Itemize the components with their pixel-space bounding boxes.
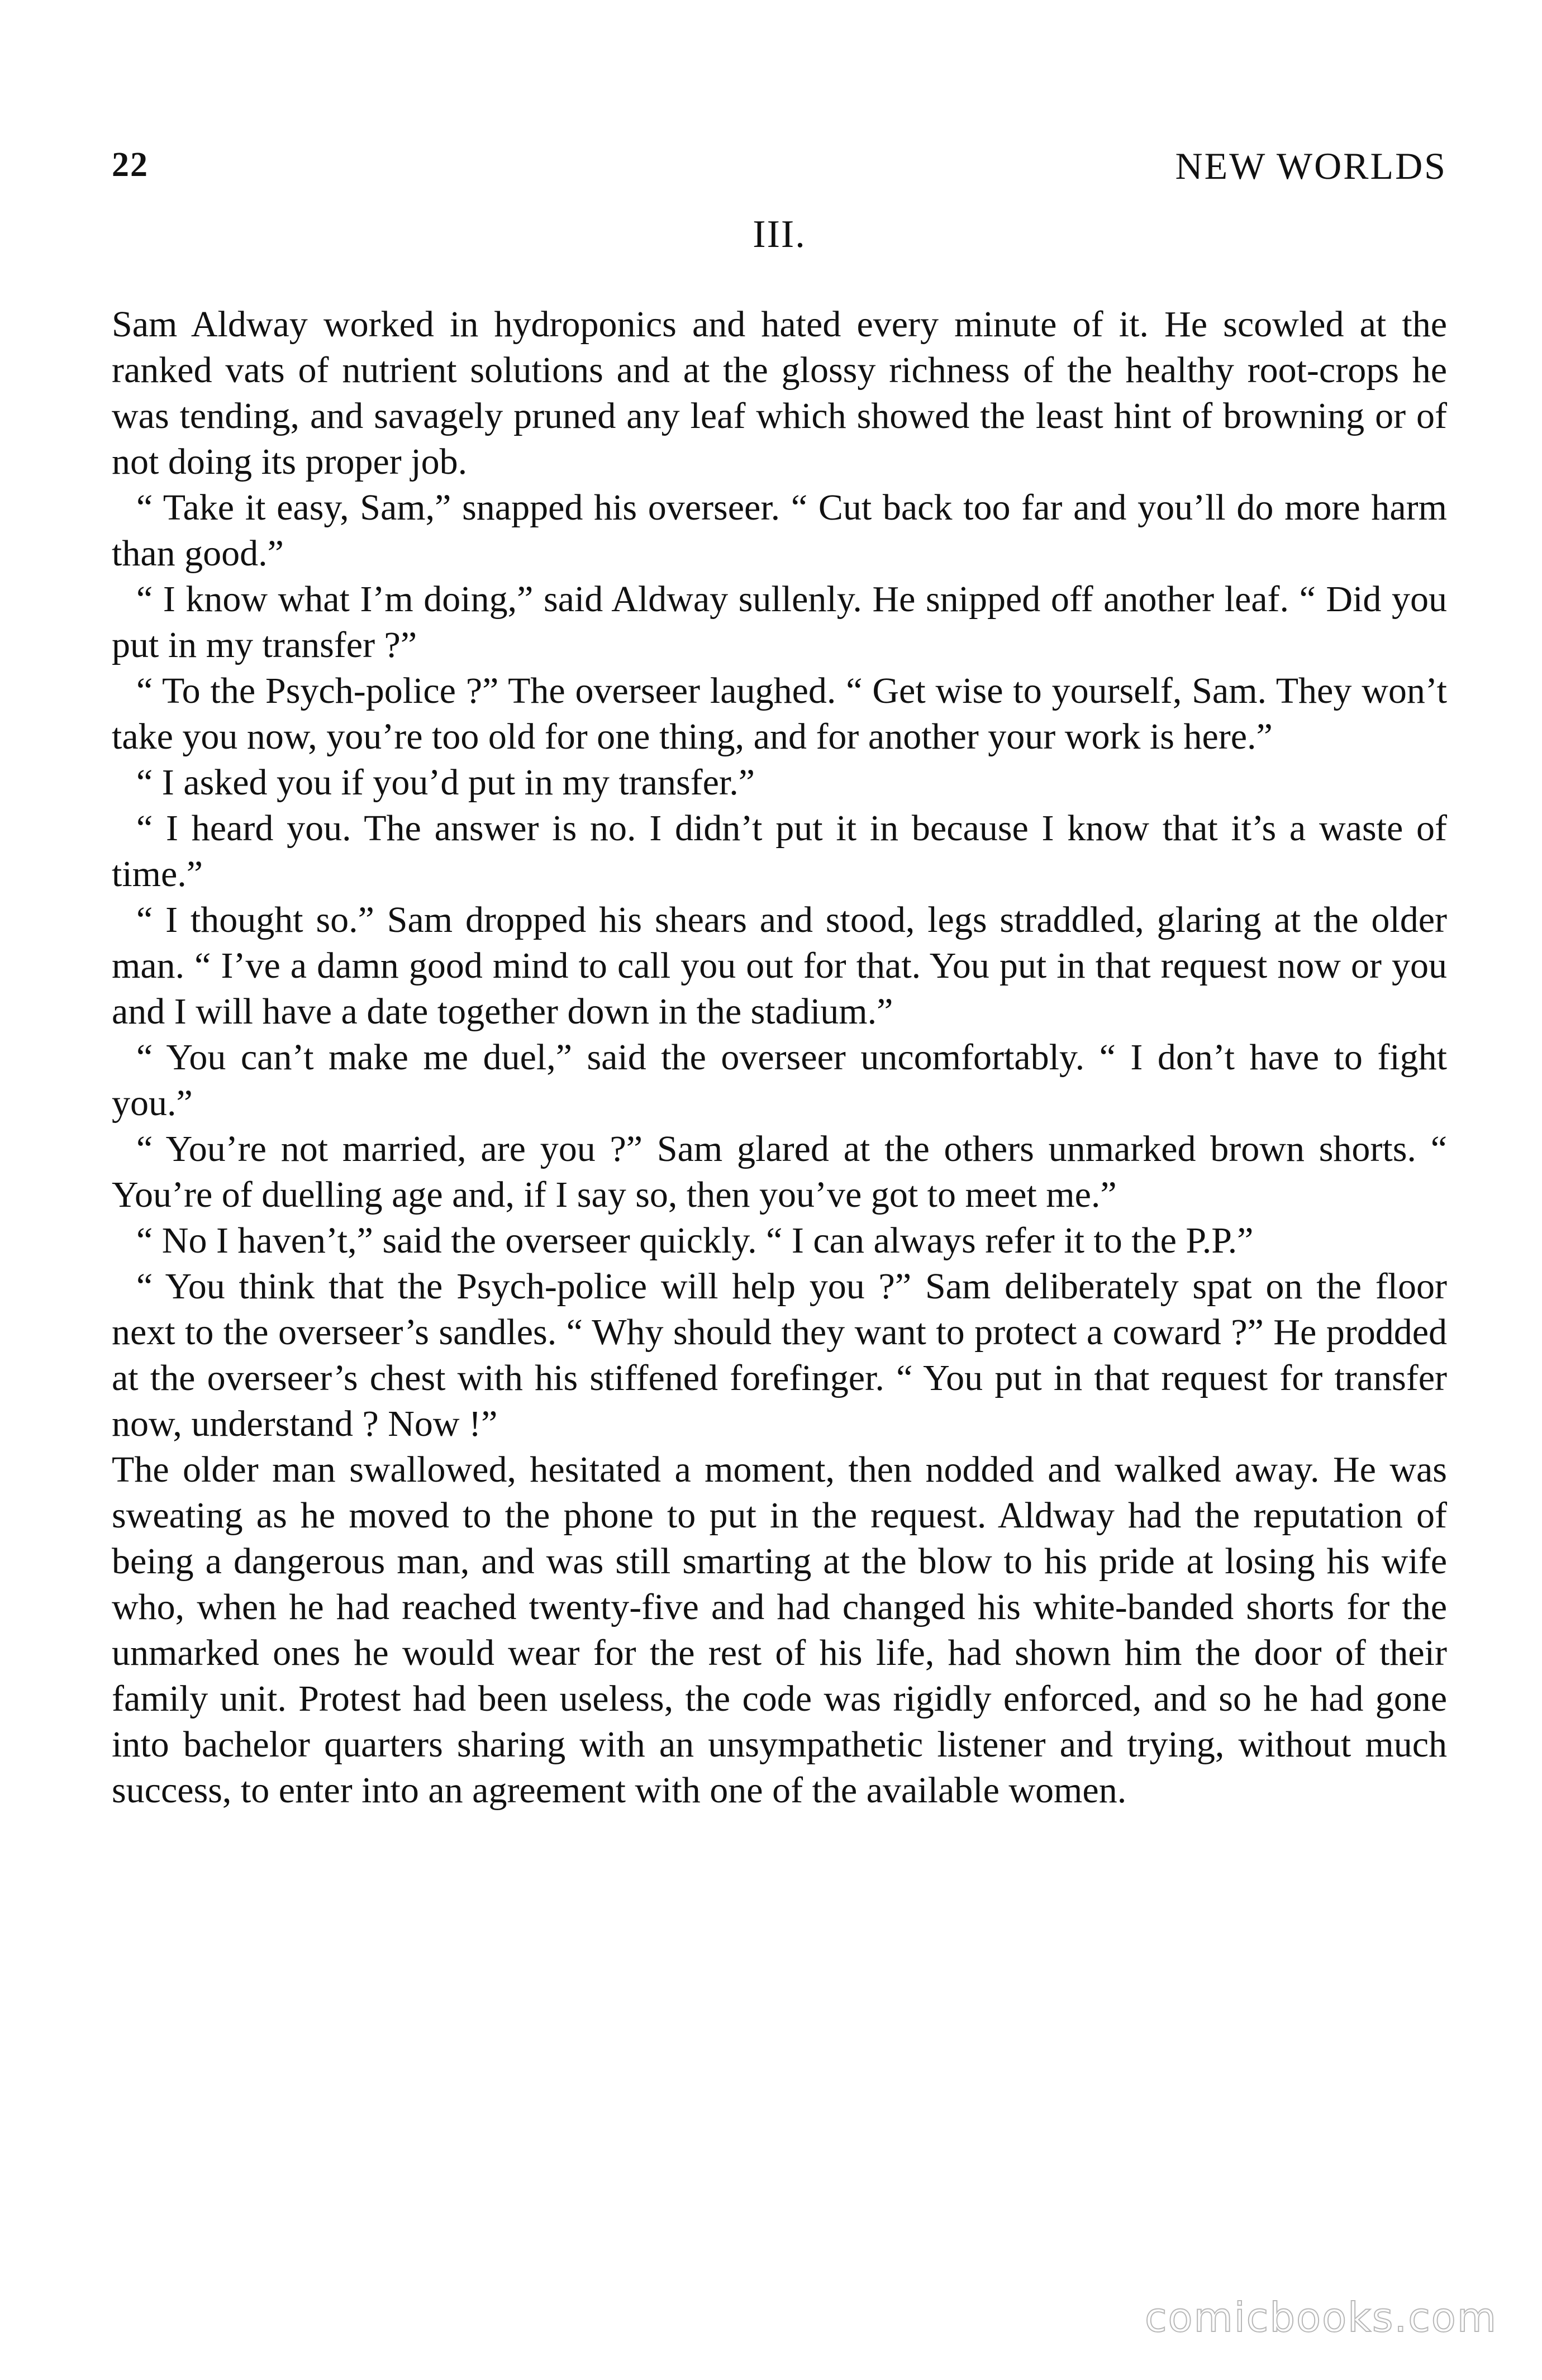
- paragraph: “ No I haven’t,” said the overseer quickly. “ I can always refer it to the P.P.”: [136, 1220, 1254, 1261]
- paragraph: “ You’re not married, are you ?” Sam glared at the others unmarked brown shorts. “ You’re of duelling age and, if I say so, then you’ve got to meet me.”: [112, 1129, 1447, 1215]
- paragraph: “ I thought so.” Sam dropped his shears and stood, legs straddled, glaring at the older man. “ I’ve a damn good mind to call you out for that. You put in that request now or you and I will have a date together down in the stadium.”: [112, 899, 1447, 1032]
- paragraph: Sam Aldway worked in hydroponics and hated every minute of it. He scowled at the ranked vats of nutrient solutions and at the glossy richness of the healthy root-crops he was tending, and savagely pruned any leaf which showed the least hint of browning or of not doing its proper job.: [112, 304, 1447, 482]
- paragraph: “ Take it easy, Sam,” snapped his overseer. “ Cut back too far and you’ll do more harm than good.”: [112, 487, 1447, 574]
- paragraph: The older man swallowed, hesitated a moment, then nodded and walked away. He was sweating as he moved to the phone to put in the request. Aldway had the reputation of being a dangerous man, and was still smarting at the blow to his pride at losing his wife who, when he had reached twenty-five and had changed his white-banded shorts for the unmarked ones he would wear for the rest of his life, had shown him the door of their family unit. Protest had been useless, the code was rigidly enforced, and so he had gone into bachelor quarters sharing with an unsympathetic listener and trying, without much success, to enter into an agreement with one of the available women.: [112, 1449, 1447, 1811]
- chapter-number: III.: [753, 213, 806, 256]
- page-header: [112, 134, 1447, 196]
- body-text: [112, 302, 1447, 1813]
- book-page: [112, 134, 1447, 1813]
- page-number: 22: [112, 146, 149, 184]
- paragraph: “ You can’t make me duel,” said the overseer uncomfortably. “ I don’t have to fight you.”: [112, 1037, 1447, 1124]
- paragraph: “ I heard you. The answer is no. I didn’t put it in because I know that it’s a waste of time.”: [112, 808, 1447, 894]
- paragraph: “ I asked you if you’d put in my transfer.”: [136, 762, 755, 803]
- watermark: comicbooks.com: [1144, 2294, 1497, 2341]
- running-head: NEW WORLDS: [1175, 145, 1447, 187]
- paragraph: “ I know what I’m doing,” said Aldway sullenly. He snipped off another leaf. “ Did you put in my transfer ?”: [112, 579, 1447, 665]
- paragraph: “ You think that the Psych-police will help you ?” Sam deliberately spat on the floor next to the overseer’s sandles. “ Why should they want to protect a coward ?” He prodded at the overseer’s chest with his stiffened forefinger. “ You put in that request for transfer now, understand ? Now !”: [112, 1266, 1447, 1444]
- paragraph: “ To the Psych-police ?” The overseer laughed. “ Get wise to yourself, Sam. They won’t take you now, you’re too old for one thing, and for another your work is here.”: [112, 670, 1447, 757]
